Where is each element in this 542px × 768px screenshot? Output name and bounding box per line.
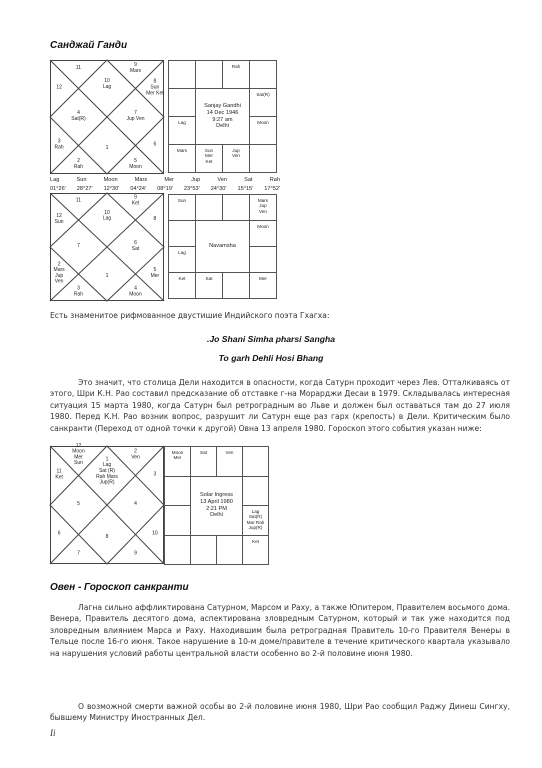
ingress-house-label: 7 — [77, 550, 80, 557]
ingress-house-label: 9 — [134, 550, 137, 557]
rasi-house-label: 5 Moon — [129, 157, 142, 170]
navamsa-south-cell-label: Sun — [177, 198, 187, 203]
ingress-south-cell-label: Ket — [252, 538, 259, 544]
navamsa-south-cell — [168, 220, 196, 247]
navamsa-house-label: 10 Lag — [102, 209, 112, 222]
navamsa-house-label: 2 Mars Jup Ven — [53, 261, 65, 285]
navamsa-house-label: 9 Ket — [131, 194, 140, 207]
ingress-caption: Овен - Гороскоп санкранти — [50, 582, 189, 593]
rasi-south-center-text: Sanjay Gandhi 14 Dec 1946 9:27 am Delhi — [204, 102, 241, 130]
chart-section-title: Санджай Ганди — [50, 40, 128, 51]
ingress-south-cell-label: Sat — [200, 450, 207, 455]
rasi-south-cell — [249, 116, 277, 145]
ingress-south-center-text: Solar Ingress 13 April 1980 2:21 PM Delhi — [200, 491, 233, 519]
ingress-north-chart — [50, 442, 164, 564]
paragraph-prediction: О возможной смерти важной особы во 2-й половине июня 1980, Шри Рао сообщил Раджу Динеш Сингху, бывшему Министру Иностранных Дел. — [50, 702, 510, 723]
paragraph-lagna: Лагна сильно аффликтирована Сатурном, Марсом и Раху, а также Юпитером, Правителем восьмого дома. Венера, Правитель десятого дома, аспектирована зловредным Сатурном, который и так уже находится под зловредным влиянием Марса и Раху. Находившим была ретроградная Правитель 10-го Правителя Венеры в Тельце после 16-го июня. Такое нарушение в 10-м доме/правителе в течение критического квартала указывало на нарушения условий работы центральной власти особенно во 2-й половине июня 1980. — [50, 603, 510, 658]
verse-line-2: To garh Dehli Hosi Bhang — [218, 353, 324, 363]
position-header: Sat — [244, 177, 253, 183]
rasi-house-label: 4 Sat(R) — [71, 110, 86, 122]
rasi-south-cell — [168, 116, 196, 145]
rasi-south-cell-label: Jup Ven — [232, 148, 240, 159]
rasi-house-label: 7 Jup Ven — [126, 110, 145, 122]
navamsa-south-cell — [249, 194, 277, 221]
ingress-house-label: 12 Moon Mer Sun — [72, 442, 85, 467]
ingress-house-label: 3 — [153, 471, 157, 478]
position-value: 28°27' — [76, 186, 93, 192]
navamsa-south-cell — [168, 194, 196, 221]
rasi-south-cell — [249, 144, 277, 173]
ingress-south-cell-label: Ven — [225, 450, 234, 455]
page-marker: Ii — [50, 728, 56, 738]
ingress-south-cell — [242, 476, 269, 507]
navamsa-south-cell — [222, 194, 250, 221]
position-value: 15°15' — [237, 186, 254, 192]
rasi-south-cell — [249, 60, 277, 89]
ingress-south-cell — [242, 446, 269, 477]
ingress-south-cell — [164, 535, 191, 566]
rasi-house-label: 8 Sun Mer Ket — [146, 78, 164, 97]
ingress-south-cell — [242, 505, 269, 536]
navamsa-south-cell — [222, 272, 250, 299]
ingress-house-label: 4 — [134, 501, 137, 507]
navamsa-south-cell — [168, 246, 196, 273]
rasi-south-cell-label: Sat(R) — [256, 92, 270, 97]
navamsa-south-cell — [249, 220, 277, 247]
rasi-house-label: 12 — [56, 84, 62, 91]
navamsa-south-cell — [195, 194, 223, 221]
verse-line-1: .Jo Shani Simha pharsi Sangha — [207, 334, 335, 344]
rasi-house-label: 10 Lag — [102, 78, 112, 90]
navamsa-south-cell — [249, 246, 277, 273]
ingress-house-label: 11 Ket — [55, 468, 63, 481]
ingress-house-label: 8 — [105, 534, 109, 541]
position-header: Lag — [50, 177, 60, 183]
ingress-south-cell-label: Moon Mer — [171, 450, 184, 461]
position-header: Moon — [103, 177, 118, 183]
rasi-south-cell-label: Mars — [176, 148, 188, 153]
navamsa-house-label: 4 Moon — [129, 285, 142, 298]
rasi-house-label: 11 — [75, 65, 82, 72]
navamsa-south-cell-label: Lag — [178, 250, 186, 255]
position-header: Jup — [191, 177, 201, 183]
navamsa-south-center-text: Navamsha — [209, 243, 236, 250]
rasi-south-cell-label: Lag — [178, 120, 186, 125]
position-header: Sun — [76, 177, 87, 183]
position-value: 23°53' — [183, 186, 200, 192]
ingress-south-cell — [164, 446, 191, 477]
rasi-south-cell-label: Rah — [231, 64, 241, 69]
rasi-house-label: 3 Rah — [54, 138, 64, 151]
position-value: 08°19' — [157, 186, 173, 192]
ingress-south-cell — [190, 535, 217, 566]
paragraph-saturn-leo: Это значит, что столица Дели находится в опасности, когда Сатурн проходит через Лев. Отталкиваясь от этого, Шри К.Н. Рао составил предсказание об отставке г-на Морарджи Десаи в 1979. Складывалась интересная ситуация 15 марта 1980, когда Сатурн был ретроградным во Льве и должен был оставаться там до 27 июля 1980. Перед К.Н. Рао возник вопрос, разрушит ли Сатурн еще раз гарх (крепость) в Дели. Критическим было санкранти (Переход от одной точки к другой) Овна 13 апреля 1980. Гороскоп этого события указан ниже: — [50, 378, 510, 433]
ingress-south-chart — [164, 446, 268, 564]
position-header: Mer — [164, 177, 174, 183]
ingress-south-cell — [216, 535, 243, 566]
navamsa-south-cell-label: Mars Jup Ven — [257, 198, 269, 214]
rasi-south-cell — [195, 60, 223, 89]
rasi-south-cell — [195, 144, 223, 173]
ingress-south-cell — [164, 476, 191, 507]
navamsa-house-label: 3 Rah — [73, 285, 84, 298]
position-header: Ven — [217, 177, 227, 183]
navamsa-south-cell — [168, 272, 196, 299]
rasi-south-cell — [249, 88, 277, 117]
navamsa-south-cell-label: Sat — [205, 276, 213, 281]
position-value: 24°30' — [210, 186, 227, 192]
intro-line: Есть знаменитое рифмованное двустишие Индийского поэта Гхагха: — [50, 311, 330, 320]
ingress-south-cell — [190, 446, 217, 477]
ingress-south-center — [190, 476, 243, 536]
ingress-house-label: 10 — [152, 530, 158, 537]
navamsa-house-label: 8 — [153, 216, 157, 222]
ingress-house-label: 5 — [77, 501, 80, 507]
position-header: Rah — [269, 177, 280, 183]
navamsa-house-label: 11 — [75, 197, 82, 204]
ingress-south-cell — [164, 505, 191, 536]
ingress-house-label: 1 Lag Sat (R) Rah Mars Jup(R) — [96, 456, 118, 486]
ingress-south-cell-label: Lag Sat(R) Mar Rah Jup(R) — [246, 509, 265, 531]
ingress-south-cell — [242, 535, 269, 566]
ingress-house-label: 6 — [57, 530, 61, 537]
rasi-south-cell-label: Sun Mer Ket — [204, 148, 214, 164]
position-header: Mars — [134, 177, 148, 183]
navamsa-house-label: 5 Mer — [150, 267, 160, 279]
rasi-south-chart — [168, 60, 276, 172]
position-value: 04°24' — [130, 186, 147, 192]
rasi-south-cell — [168, 60, 196, 89]
rasi-house-label: 9 Mars — [129, 62, 142, 75]
planet-positions-table — [50, 177, 280, 192]
navamsa-south-center — [195, 220, 250, 273]
rasi-north-chart — [50, 60, 164, 174]
position-value: 01°26' — [50, 186, 66, 192]
rasi-south-cell — [168, 144, 196, 173]
rasi-south-cell — [168, 88, 196, 117]
navamsa-south-cell — [249, 272, 277, 299]
rasi-south-cell — [222, 60, 250, 89]
rasi-house-label: 2 Rah — [73, 157, 84, 170]
ingress-house-label: 2 Ven — [131, 448, 140, 461]
navamsa-house-label: 12 Sun — [54, 213, 64, 225]
navamsa-north-chart — [50, 193, 164, 301]
navamsa-south-cell-label: Mer — [259, 276, 267, 281]
navamsa-south-cell — [195, 272, 223, 299]
rasi-south-center — [195, 88, 250, 145]
position-value: 17°52' — [264, 186, 280, 192]
rasi-south-cell-label: Moon — [257, 120, 269, 125]
navamsa-house-label: 1 — [105, 273, 109, 280]
rasi-south-cell — [222, 144, 250, 173]
rasi-house-label: 6 — [153, 141, 157, 148]
ingress-south-cell — [216, 446, 243, 477]
navamsa-south-cell-label: Moon — [257, 224, 269, 229]
navamsa-south-cell-label: Ket — [178, 276, 186, 281]
position-value: 12°30' — [103, 186, 120, 192]
navamsa-south-chart — [168, 194, 276, 298]
navamsa-house-label: 7 — [77, 243, 80, 249]
rasi-house-label: 1 — [105, 144, 109, 151]
navamsa-house-label: 6 Sat — [131, 240, 140, 252]
